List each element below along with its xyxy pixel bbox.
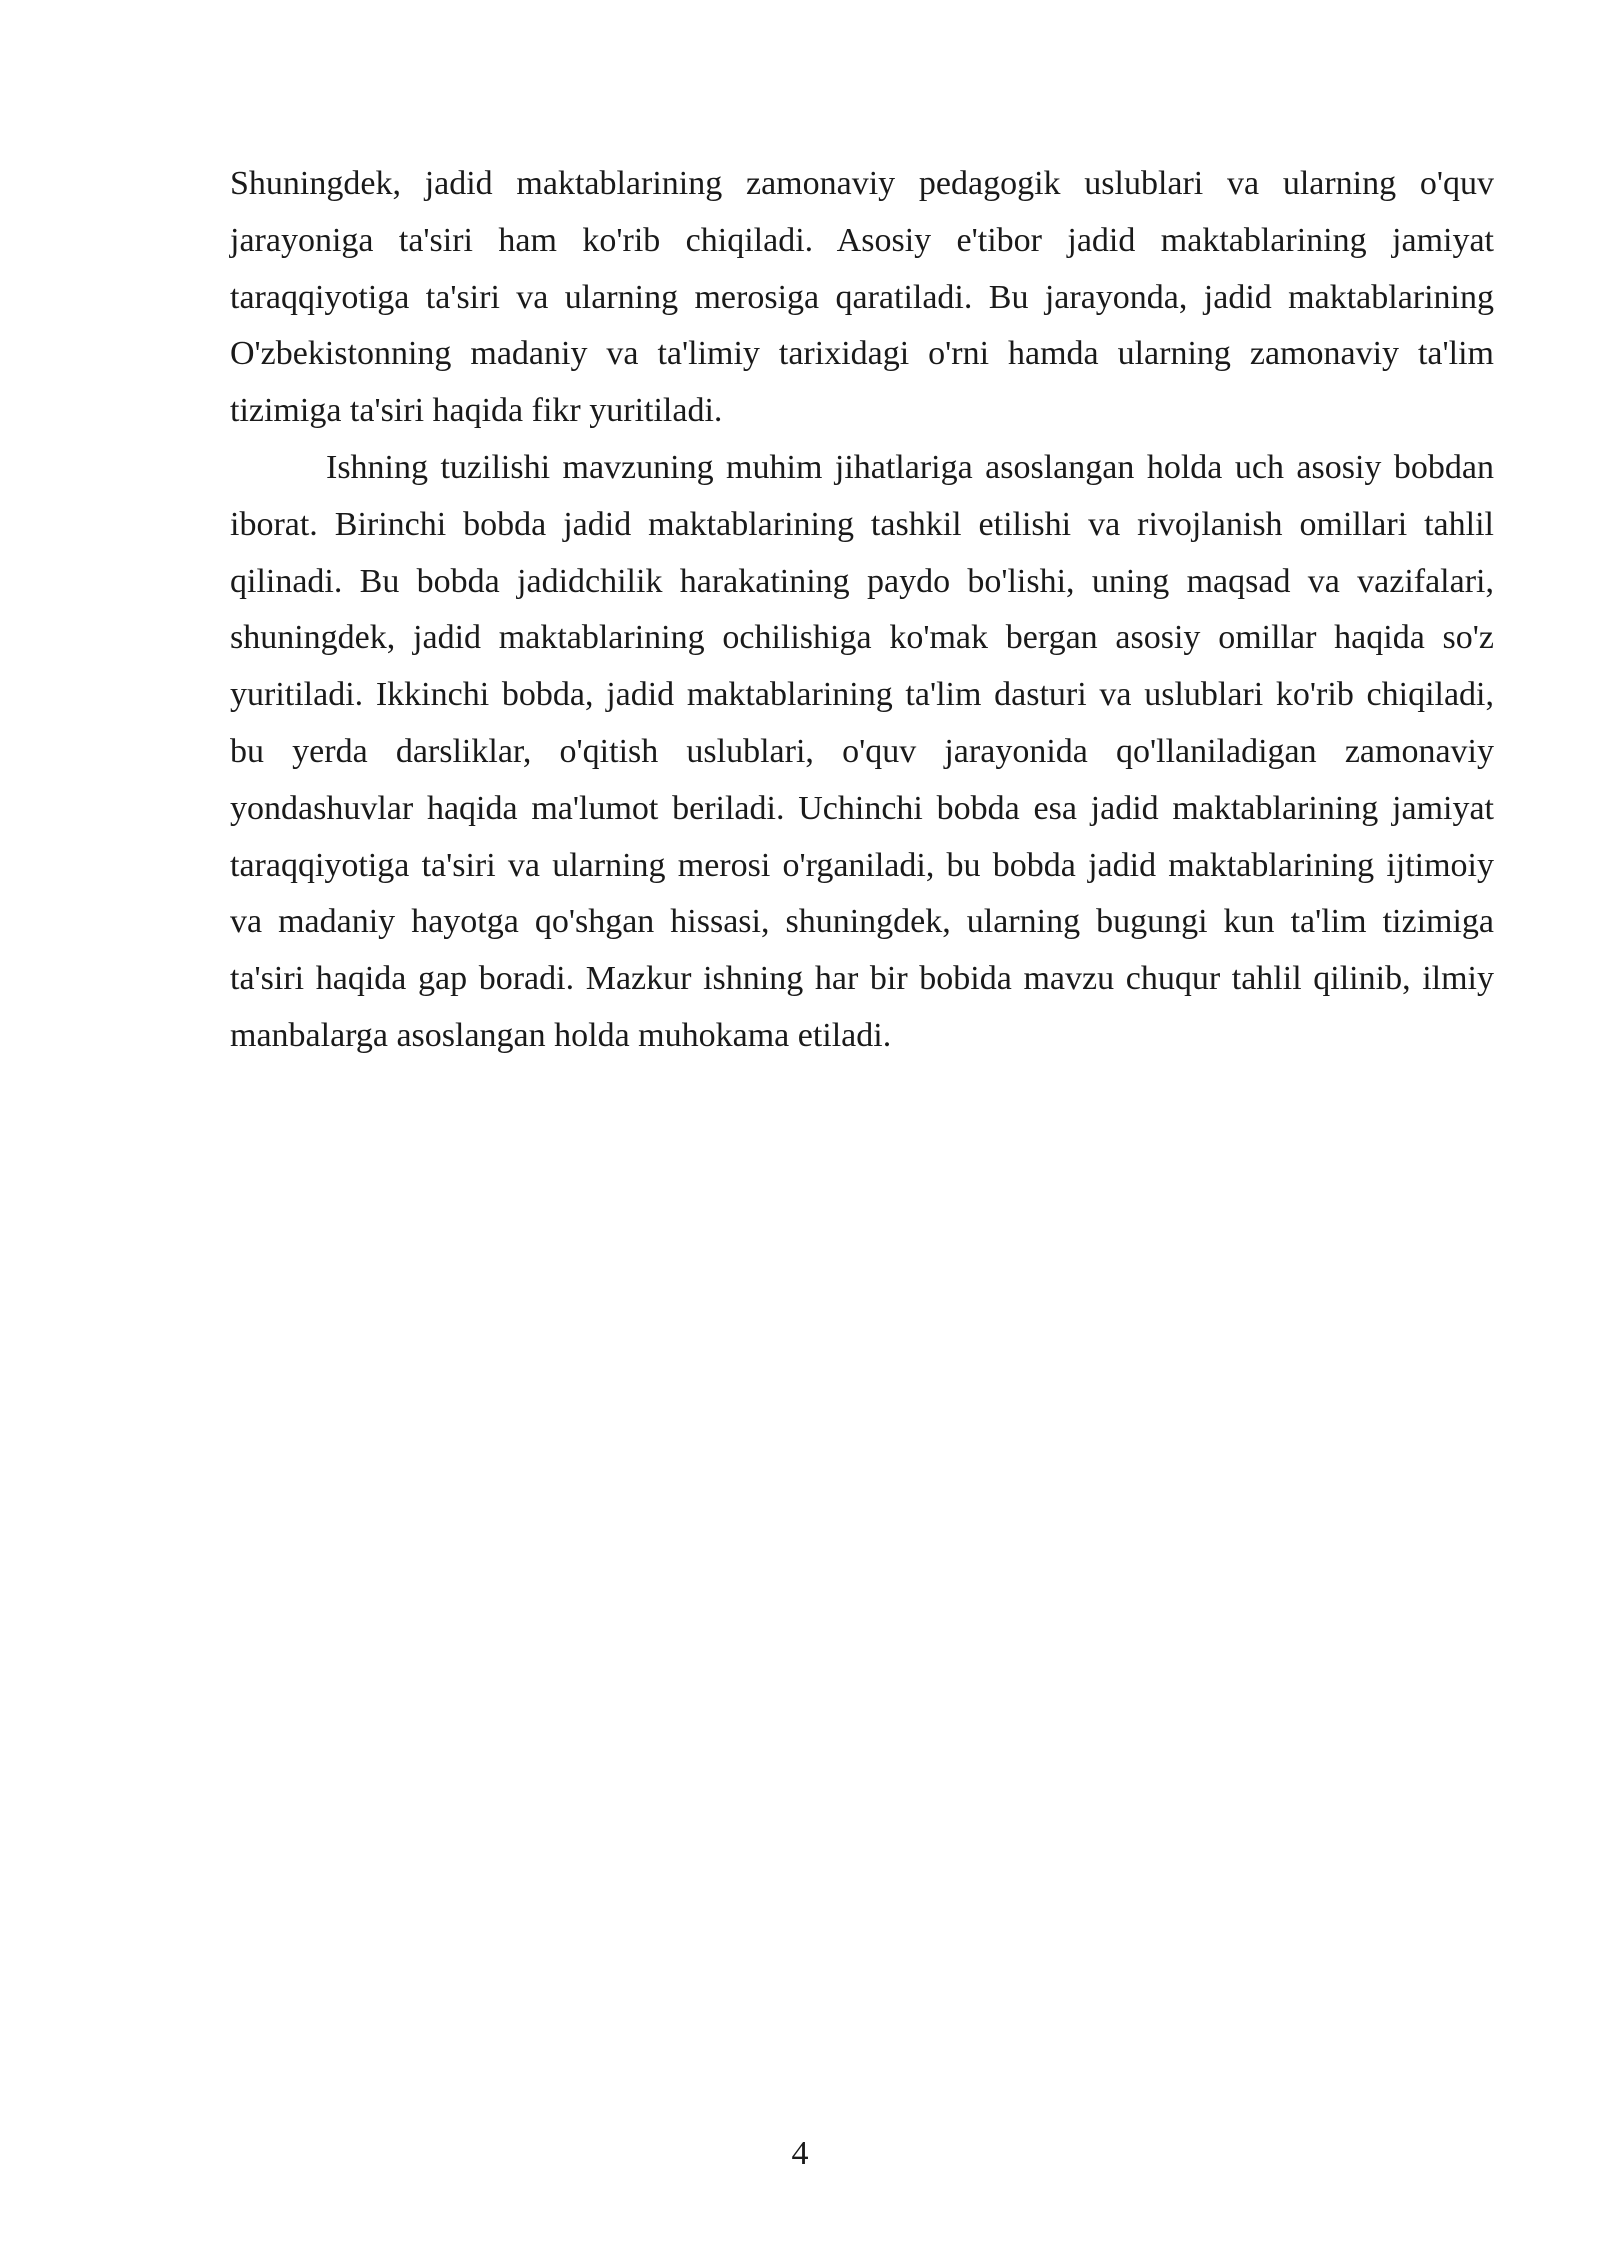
paragraph-2: Ishning tuzilishi mavzuning muhim jihatlariga asoslangan holda uch asosiy bobdan iborat. Birinchi bobda jadid maktablarining tashkil etilishi va rivojlanish omillari tahlil qilinadi. Bu bobda jadidchilik harakatining paydo bo'lishi, uning maqsad va vazifalari, shuningdek, jadid maktablarining ochilishiga ko'mak bergan asosiy omillar haqida so'z yuritiladi. Ikkinchi bobda, jadid maktablarining ta'lim dasturi va uslublari ko'rib chiqiladi, bu yerda darsliklar, o'qitish uslublari, o'quv jarayonida qo'llaniladigan zamonaviy yondashuvlar haqida ma'lumot beriladi. Uchinchi bobda esa jadid maktablarining jamiyat taraqqiyotiga ta'siri va ularning merosi o'rganiladi, bu bobda jadid maktablarining ijtimoiy va madaniy hayotga qo'shgan hissasi, shuningdek, ularning bugungi kun ta'lim tizimiga ta'siri haqida gap boradi. Mazkur ishning har bir bobida mavzu chuqur tahlil qilinib, ilmiy manbalarga asoslangan holda muhokama etiladi. (230, 448, 1494, 1054)
page-number: 4 (791, 2135, 809, 2172)
paragraph-1: Shuningdek, jadid maktablarining zamonaviy pedagogik uslublari va ularning o'quv jarayoniga ta'siri ham ko'rib chiqiladi. Asosiy e'tibor jadid maktablarining jamiyat taraqqiyotiga ta'siri va ularning merosiga qaratiladi. Bu jarayonda, jadid maktablarining O'zbekistonning madaniy va ta'limiy tarixidagi o'rni hamda ularning zamonaviy ta'lim tizimiga ta'siri haqida fikr yuritiladi. (230, 165, 1494, 430)
body-text (230, 156, 1494, 1065)
